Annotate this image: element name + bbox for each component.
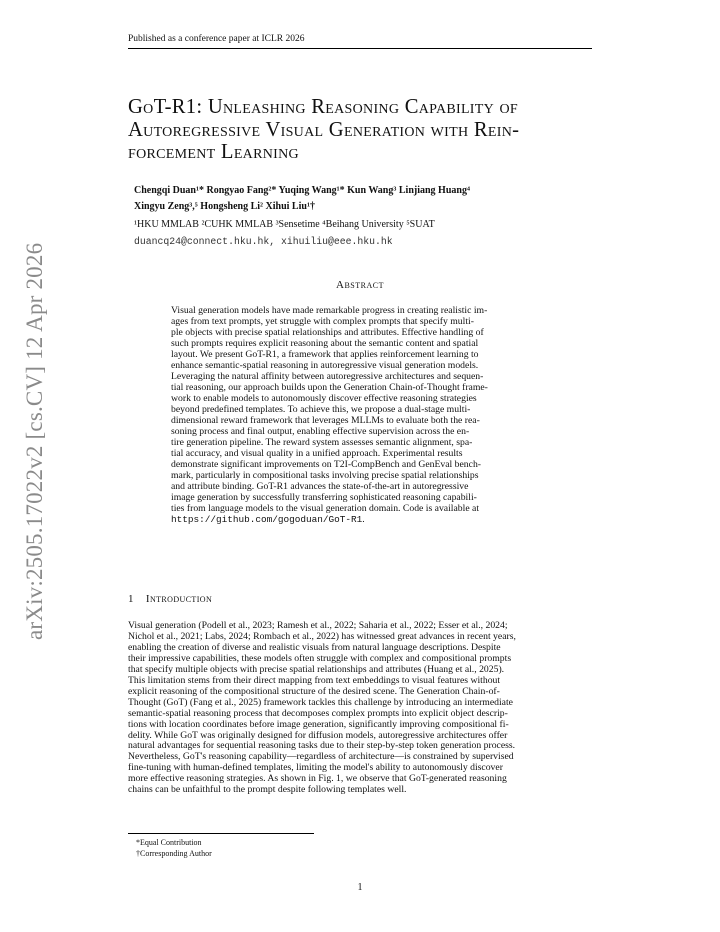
intro-line: that specify multiple objects with precise spatial relationships and attributes (Huang et al., 2025). (128, 663, 505, 675)
running-header: Published as a conference paper at ICLR 2026 (128, 34, 592, 49)
footnote: *Equal Contribution (136, 838, 202, 847)
abstract-line: tial accuracy, and visual quality in a unified approach. Experimental results (171, 448, 463, 459)
abstract-line: ages from text prompts, yet struggle with complex prompts that specify multi- (171, 316, 474, 327)
abstract-line: ple objects with precise spatial relationships and attributes. Effective handling of (171, 327, 484, 338)
code-link-period: . (362, 514, 365, 525)
abstract-line: tial reasoning, our approach builds upon the Generation Chain-of-Thought frame- (171, 382, 488, 393)
intro-line: delity. While GoT was originally designed for diffusion models, autoregressive architectures offer (128, 729, 508, 741)
abstract-line: Leveraging the natural affinity between autoregressive architectures and sequen- (171, 371, 484, 382)
paper-title (128, 96, 598, 164)
footnote: †Corresponding Author (136, 848, 212, 858)
intro-line: Nichol et al., 2021; Labs, 2024; Rombach et al., 2022) has witnessed great advances in recent years, (128, 630, 516, 642)
abstract-line: work to enable models to autonomously discover effective reasoning strategies (171, 393, 477, 404)
intro-line: more effective reasoning strategies. As shown in Fig. 1, we observe that GoT-generated reasoning (128, 773, 507, 785)
abstract-line: enhance semantic-spatial reasoning in autoregressive visual generation models. (171, 360, 479, 371)
intro-line: semantic-spatial reasoning process that decomposes complex prompts into explicit object descrip- (128, 707, 508, 719)
intro-line: explicit reasoning of the compositional structure of the desired scene. The Generation Chain-of- (128, 685, 500, 697)
intro-line: tions with location coordinates before image generation, significantly improving compositional fi- (128, 718, 509, 730)
section-heading (128, 593, 212, 605)
abstract-line: Visual generation models have made remarkable progress in creating realistic im- (171, 305, 488, 316)
abstract-line: tire generation pipeline. The reward system assesses semantic alignment, spa- (171, 437, 473, 448)
abstract-line: and attribute binding. GoT-R1 advances the state-of-the-art in autoregressive (171, 481, 469, 492)
section-title: Introduction (145, 593, 213, 605)
abstract-line: layout. We present GoT-R1, a framework that applies reinforcement learning to (171, 349, 479, 360)
abstract-line: soning process and final output, enabling effective supervision across the en- (171, 426, 470, 437)
code-link[interactable]: https://github.com/gogoduan/GoT-R1 (171, 514, 363, 525)
abstract-line: image generation by successfully transferring sophisticated reasoning capabili- (171, 492, 477, 503)
footnote-rule (128, 833, 314, 834)
intro-line: natural advantages for sequential reasoning tasks due to their step-by-step token generation process. (128, 740, 516, 752)
affiliations: ¹HKU MMLAB ²CUHK MMLAB ³Sensetime ⁴Beihang University ⁵SUAT (134, 219, 435, 230)
intro-line: Visual generation (Podell et al., 2023; Ramesh et al., 2022; Saharia et al., 2022; Esser et al., 2024; (128, 620, 508, 631)
page-number: 1 (357, 882, 363, 893)
abstract-line: such prompts requires explicit reasoning about the semantic content and spatial (171, 338, 479, 349)
section-number: 1 (128, 593, 134, 605)
intro-line: their impressive capabilities, these models often struggle with complex and compositional prompts (128, 652, 512, 664)
title-line: Autoregressive Visual Generation with Rein- (128, 118, 520, 141)
author-line: Xingyu Zeng³,⁵ Hongsheng Li² Xihui Liu¹† (134, 201, 315, 212)
intro-line: Thought (GoT) (Fang et al., 2025) framework tackles this challenge by introducing an intermediate (128, 696, 513, 708)
title-line: GoT-R1: Unleashing Reasoning Capability of (128, 96, 518, 118)
footnotes (136, 838, 212, 859)
arxiv-stamp: arXiv:2505.17022v2 [cs.CV] 12 Apr 2026 (22, 242, 47, 640)
intro-line: This limitation stems from their direct mapping from text embeddings to visual features without (128, 674, 501, 686)
intro-line: chains can be unfaithful to the prompt despite following templates well. (128, 784, 407, 796)
abstract-line: ties from language models to the visual generation domain. Code is available at (171, 503, 480, 514)
abstract-body (171, 305, 549, 525)
intro-line: enabling the creation of diverse and realistic visuals from natural language descriptions. Despite (128, 641, 501, 653)
abstract-line: mark, particularly in compositional tasks involving precise spatial relationships (171, 470, 479, 481)
introduction-body (128, 621, 592, 796)
intro-line: fine-tuning with human-defined templates, limiting the model's ability to autonomously discover (128, 762, 503, 774)
author-list (134, 183, 604, 215)
intro-line: Nevertheless, GoT's reasoning capability—regardless of architecture—is constrained by supervised (128, 751, 514, 763)
abstract-line: beyond predefined templates. To achieve this, we propose a dual-stage multi- (171, 404, 471, 415)
abstract-line: demonstrate significant improvements on T2I-CompBench and GenEval bench- (171, 459, 482, 470)
abstract-line: dimensional reward framework that leverages MLLMs to evaluate both the rea- (171, 415, 480, 426)
abstract-heading: Abstract (336, 279, 384, 291)
title-line: forcement Learning (128, 141, 299, 163)
abstract-last-line (171, 514, 549, 525)
author-emails[interactable]: duancq24@connect.hku.hk, xihuiliu@eee.hku.hk (134, 236, 393, 247)
author-line: Chengqi Duan¹* Rongyao Fang²* Yuqing Wang¹* Kun Wang³ Linjiang Huang⁴ (134, 185, 470, 196)
